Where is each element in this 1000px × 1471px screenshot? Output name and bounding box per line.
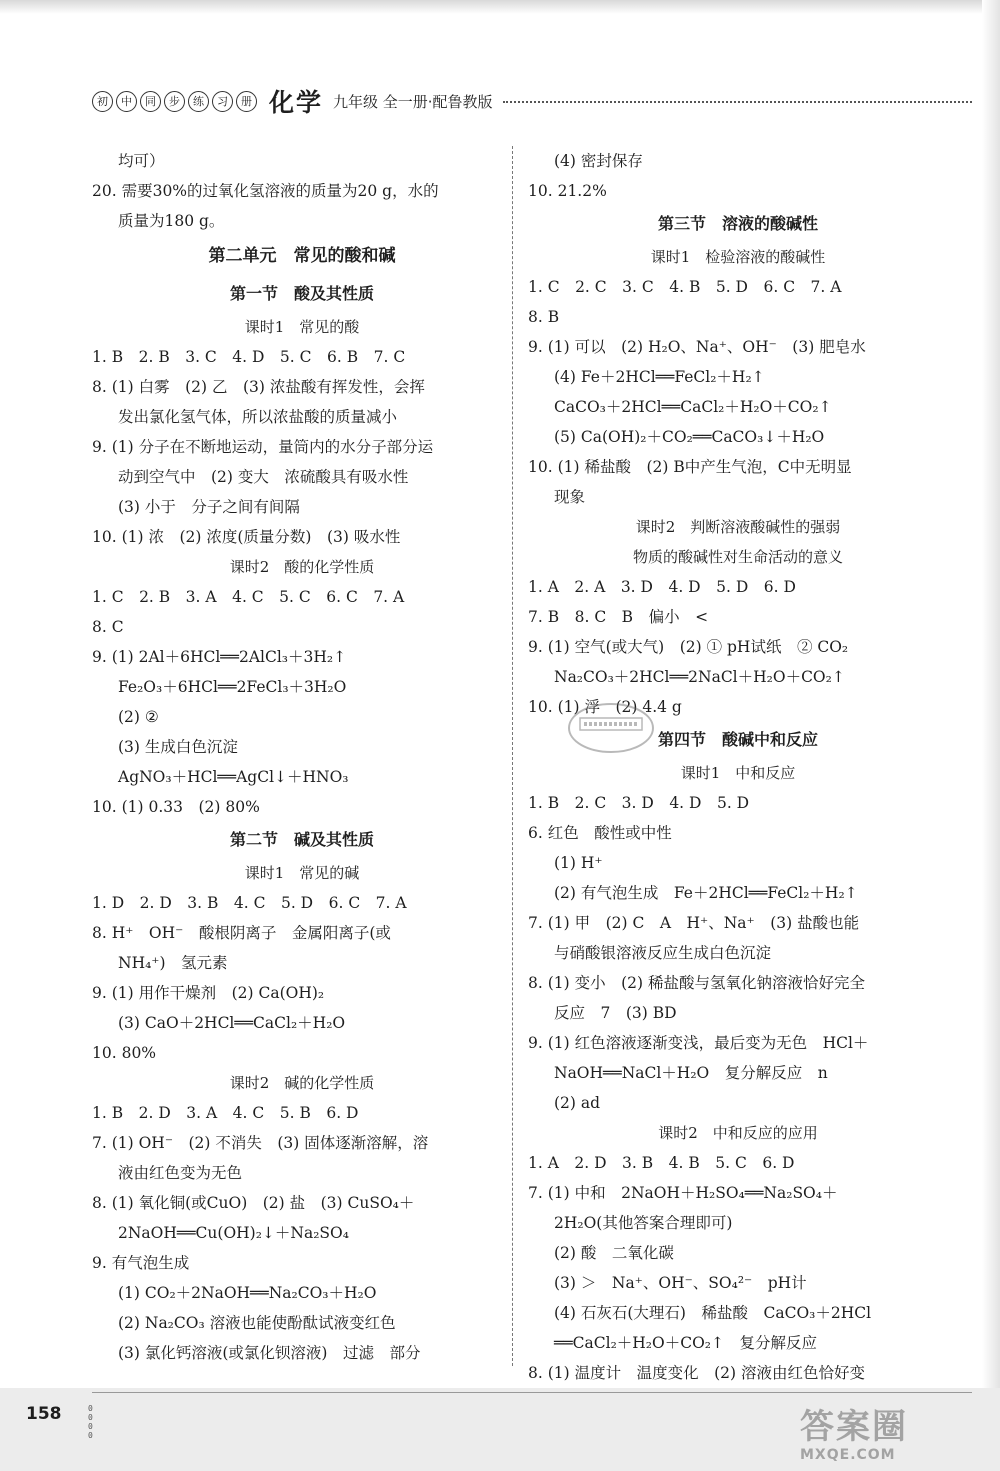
answer-line-indented: 质量为180 g。 [118,212,225,230]
answer-line-indented: (4) 密封保存 [554,152,643,170]
header-dotted-rule [503,101,972,105]
answer-line-indented: Na₂CO₃＋2HCl══2NaCl＋H₂O＋CO₂↑ [554,668,845,686]
answer-line: 1. B 2. B 3. C 4. D 5. C 6. B 7. C [92,348,406,366]
lesson-heading: 物质的酸碱性对生命活动的意义 [632,548,843,566]
answer-line: 9. (1) 可以 (2) H₂O、Na⁺、OH⁻ (3) 肥皂水 [528,338,866,356]
answer-line: 7. (1) OH⁻ (2) 不消失 (3) 固体逐渐溶解，溶 [92,1134,429,1152]
series-char: 练 [188,91,209,112]
answer-line-indented: (2) Na₂CO₃ 溶液也能使酚酞试液变红色 [118,1314,396,1332]
answer-line-indented: (3) CaO＋2HCl══CaCl₂＋H₂O [118,1014,346,1032]
answer-line: 6. 红色 酸性或中性 [528,824,672,842]
lesson-heading: 课时1 检验溶液的酸碱性 [650,248,826,266]
series-char: 习 [212,91,233,112]
answer-line: 9. 有气泡生成 [92,1254,190,1272]
series-char: 初 [92,91,113,112]
answer-line: 8. B [528,308,560,326]
series-char: 步 [164,91,185,112]
section-heading: 第二节 碱及其性质 [229,830,374,849]
scan-shadow-right [982,0,1000,1471]
answer-line: 1. A 2. A 3. D 4. D 5. D 6. D [528,578,796,596]
answer-line-indented: 现象 [554,488,586,506]
answer-line-indented: (2) ② [118,708,159,726]
answer-line-indented: CaCO₃＋2HCl══CaCl₂＋H₂O＋CO₂↑ [554,398,832,416]
answer-line: 1. A 2. D 3. B 4. B 5. C 6. D [528,1154,795,1172]
lesson-heading: 课时1 中和反应 [680,764,796,782]
answer-line: 10. (1) 浓 (2) 浓度(质量分数) (3) 吸水性 [92,528,401,546]
answer-line: 8. (1) 温度计 温度变化 (2) 溶液由红色恰好变 [528,1364,865,1382]
answer-line: 8. H⁺ OH⁻ 酸根阴离子 金属阳离子(或 [92,924,391,942]
answer-line-indented: Fe₂O₃＋6HCl══2FeCl₃＋3H₂O [118,678,347,696]
answer-line: 10. 80% [92,1044,157,1062]
scan-shadow-top [0,0,1000,14]
answer-line-indented: (2) 酸 二氧化碳 [554,1244,674,1262]
lesson-heading: 课时2 中和反应的应用 [658,1124,818,1142]
answer-line-indented: 2NaOH══Cu(OH)₂↓＋Na₂SO₄ [118,1224,349,1242]
lesson-heading: 课时2 碱的化学性质 [229,1074,375,1092]
watermark-logo [800,1408,990,1468]
grade-info: 九年级 全一册·配鲁教版 [333,92,493,111]
answer-line: 1. C 2. B 3. A 4. C 5. C 6. C 7. A [92,588,405,606]
answer-line-indented: 动到空气中 (2) 变大 浓硫酸具有吸水性 [118,468,409,486]
answer-line: 1. D 2. D 3. B 4. C 5. D 6. C 7. A [92,894,407,912]
answer-line: 8. (1) 白雾 (2) 乙 (3) 浓盐酸有挥发性，会挥 [92,378,425,396]
answer-line: 9. (1) 用作干燥剂 (2) Ca(OH)₂ [92,984,325,1002]
answer-line: 10. (1) 0.33 (2) 80% [92,798,260,816]
answer-line: 10. (1) 稀盐酸 (2) B中产生气泡，C中无明显 [528,458,852,476]
unit-heading: 第二单元 常见的酸和碱 [208,246,396,266]
answer-line-indented: (3) 氯化钙溶液(或氯化钡溶液) 过滤 部分 [118,1344,421,1362]
footer-code-mark: 0 0 0 0 [88,1404,93,1440]
answer-line-indented: 2H₂O(其他答案合理即可) [554,1214,733,1232]
answer-line-indented: 反应 7 (3) BD [554,1004,677,1022]
series-title [92,91,257,112]
answer-line: 9. (1) 红色溶液逐渐变浅，最后变为无色 HCl＋ [528,1034,869,1052]
answer-line-indented: (3) 小于 分子之间有间隔 [118,498,300,516]
answer-line: 7. (1) 中和 2NaOH＋H₂SO₄══Na₂SO₄＋ [528,1184,838,1202]
lesson-heading: 课时1 常见的酸 [244,318,360,336]
answer-line-indented: (3) ＞ Na⁺、OH⁻、SO₄²⁻ pH计 [554,1274,807,1292]
answer-column-left [92,146,512,1368]
watermark-url-text: MXQE.COM [800,1447,896,1463]
answer-line: 20. 需要30%的过氧化氢溶液的质量为20 g，水的 [92,182,439,200]
answer-line: 10. (1) 浮 (2) 4.4 g [528,698,682,716]
answer-line-indented: ══CaCl₂＋H₂O＋CO₂↑ 复分解反应 [554,1334,818,1352]
stamp-logo-icon [566,700,656,756]
answer-line-indented: (5) Ca(OH)₂＋CO₂══CaCO₃↓＋H₂O [554,428,825,446]
answer-line: 1. C 2. C 3. C 4. B 5. D 6. C 7. A [528,278,842,296]
answer-line: 9. (1) 2Al＋6HCl══2AlCl₃＋3H₂↑ [92,648,347,666]
answer-line-indented: 与硝酸银溶液反应生成白色沉淀 [554,944,772,962]
answer-line-indented: (2) ad [554,1094,601,1112]
answer-line: 10. 21.2% [528,182,607,200]
answer-line: 1. B 2. C 3. D 4. D 5. D [528,794,750,812]
section-heading: 第一节 酸及其性质 [229,284,374,303]
lesson-heading: 课时1 常见的碱 [244,864,360,882]
answer-line: 1. B 2. D 3. A 4. C 5. B 6. D [92,1104,359,1122]
answer-line: 8. (1) 氧化铜(或CuO) (2) 盐 (3) CuSO₄＋ [92,1194,415,1212]
series-char: 同 [140,91,161,112]
answer-line-indented: 均可） [118,152,165,170]
answer-line-indented: (1) CO₂＋2NaOH══Na₂CO₃＋H₂O [118,1284,377,1302]
lesson-heading: 课时2 酸的化学性质 [229,558,375,576]
watermark-big-text: 答案圈 [800,1407,908,1447]
answer-line-indented: 发出氯化氢气体，所以浓盐酸的质量减小 [118,408,398,426]
answer-line-indented: (2) 有气泡生成 Fe＋2HCl══FeCl₂＋H₂↑ [554,884,858,902]
answer-line-indented: 液由红色变为无色 [118,1164,243,1182]
page-number: 158 [26,1404,62,1424]
answer-line-indented: (3) 生成白色沉淀 [118,738,238,756]
answer-line: 9. (1) 分子在不断地运动，量筒内的水分子部分运 [92,438,434,456]
answer-line: 8. C [92,618,124,636]
column-divider [512,146,513,1366]
answer-line-indented: (4) Fe＋2HCl══FeCl₂＋H₂↑ [554,368,765,386]
subject-title: 化学 [269,88,324,117]
answer-line-indented: NaOH══NaCl＋H₂O 复分解反应 n [554,1064,828,1082]
footer-rule [92,1392,972,1393]
answer-line: 8. (1) 变小 (2) 稀盐酸与氢氧化钠溶液恰好完全 [528,974,865,992]
lesson-heading: 课时2 判断溶液酸碱性的强弱 [635,518,841,536]
answer-line-indented: NH₄⁺) 氢元素 [118,954,228,972]
answer-line: 7. B 8. C B 偏小 < [528,608,709,626]
series-char: 中 [116,91,137,112]
answer-line-indented: AgNO₃＋HCl══AgCl↓＋HNO₃ [118,768,349,786]
answer-line: 7. (1) 甲 (2) C A H⁺、Na⁺ (3) 盐酸也能 [528,914,860,932]
answer-column-right [528,146,948,1388]
section-heading: 第四节 酸碱中和反应 [657,730,818,749]
section-heading: 第三节 溶液的酸碱性 [657,214,818,233]
answer-line-indented: (1) H⁺ [554,854,603,872]
series-char: 册 [236,91,257,112]
answer-line-indented: (4) 石灰石(大理石) 稀盐酸 CaCO₃＋2HCl [554,1304,872,1322]
page-header [92,84,972,118]
answer-line: 9. (1) 空气(或大气) (2) ① pH试纸 ② CO₂ [528,638,849,656]
